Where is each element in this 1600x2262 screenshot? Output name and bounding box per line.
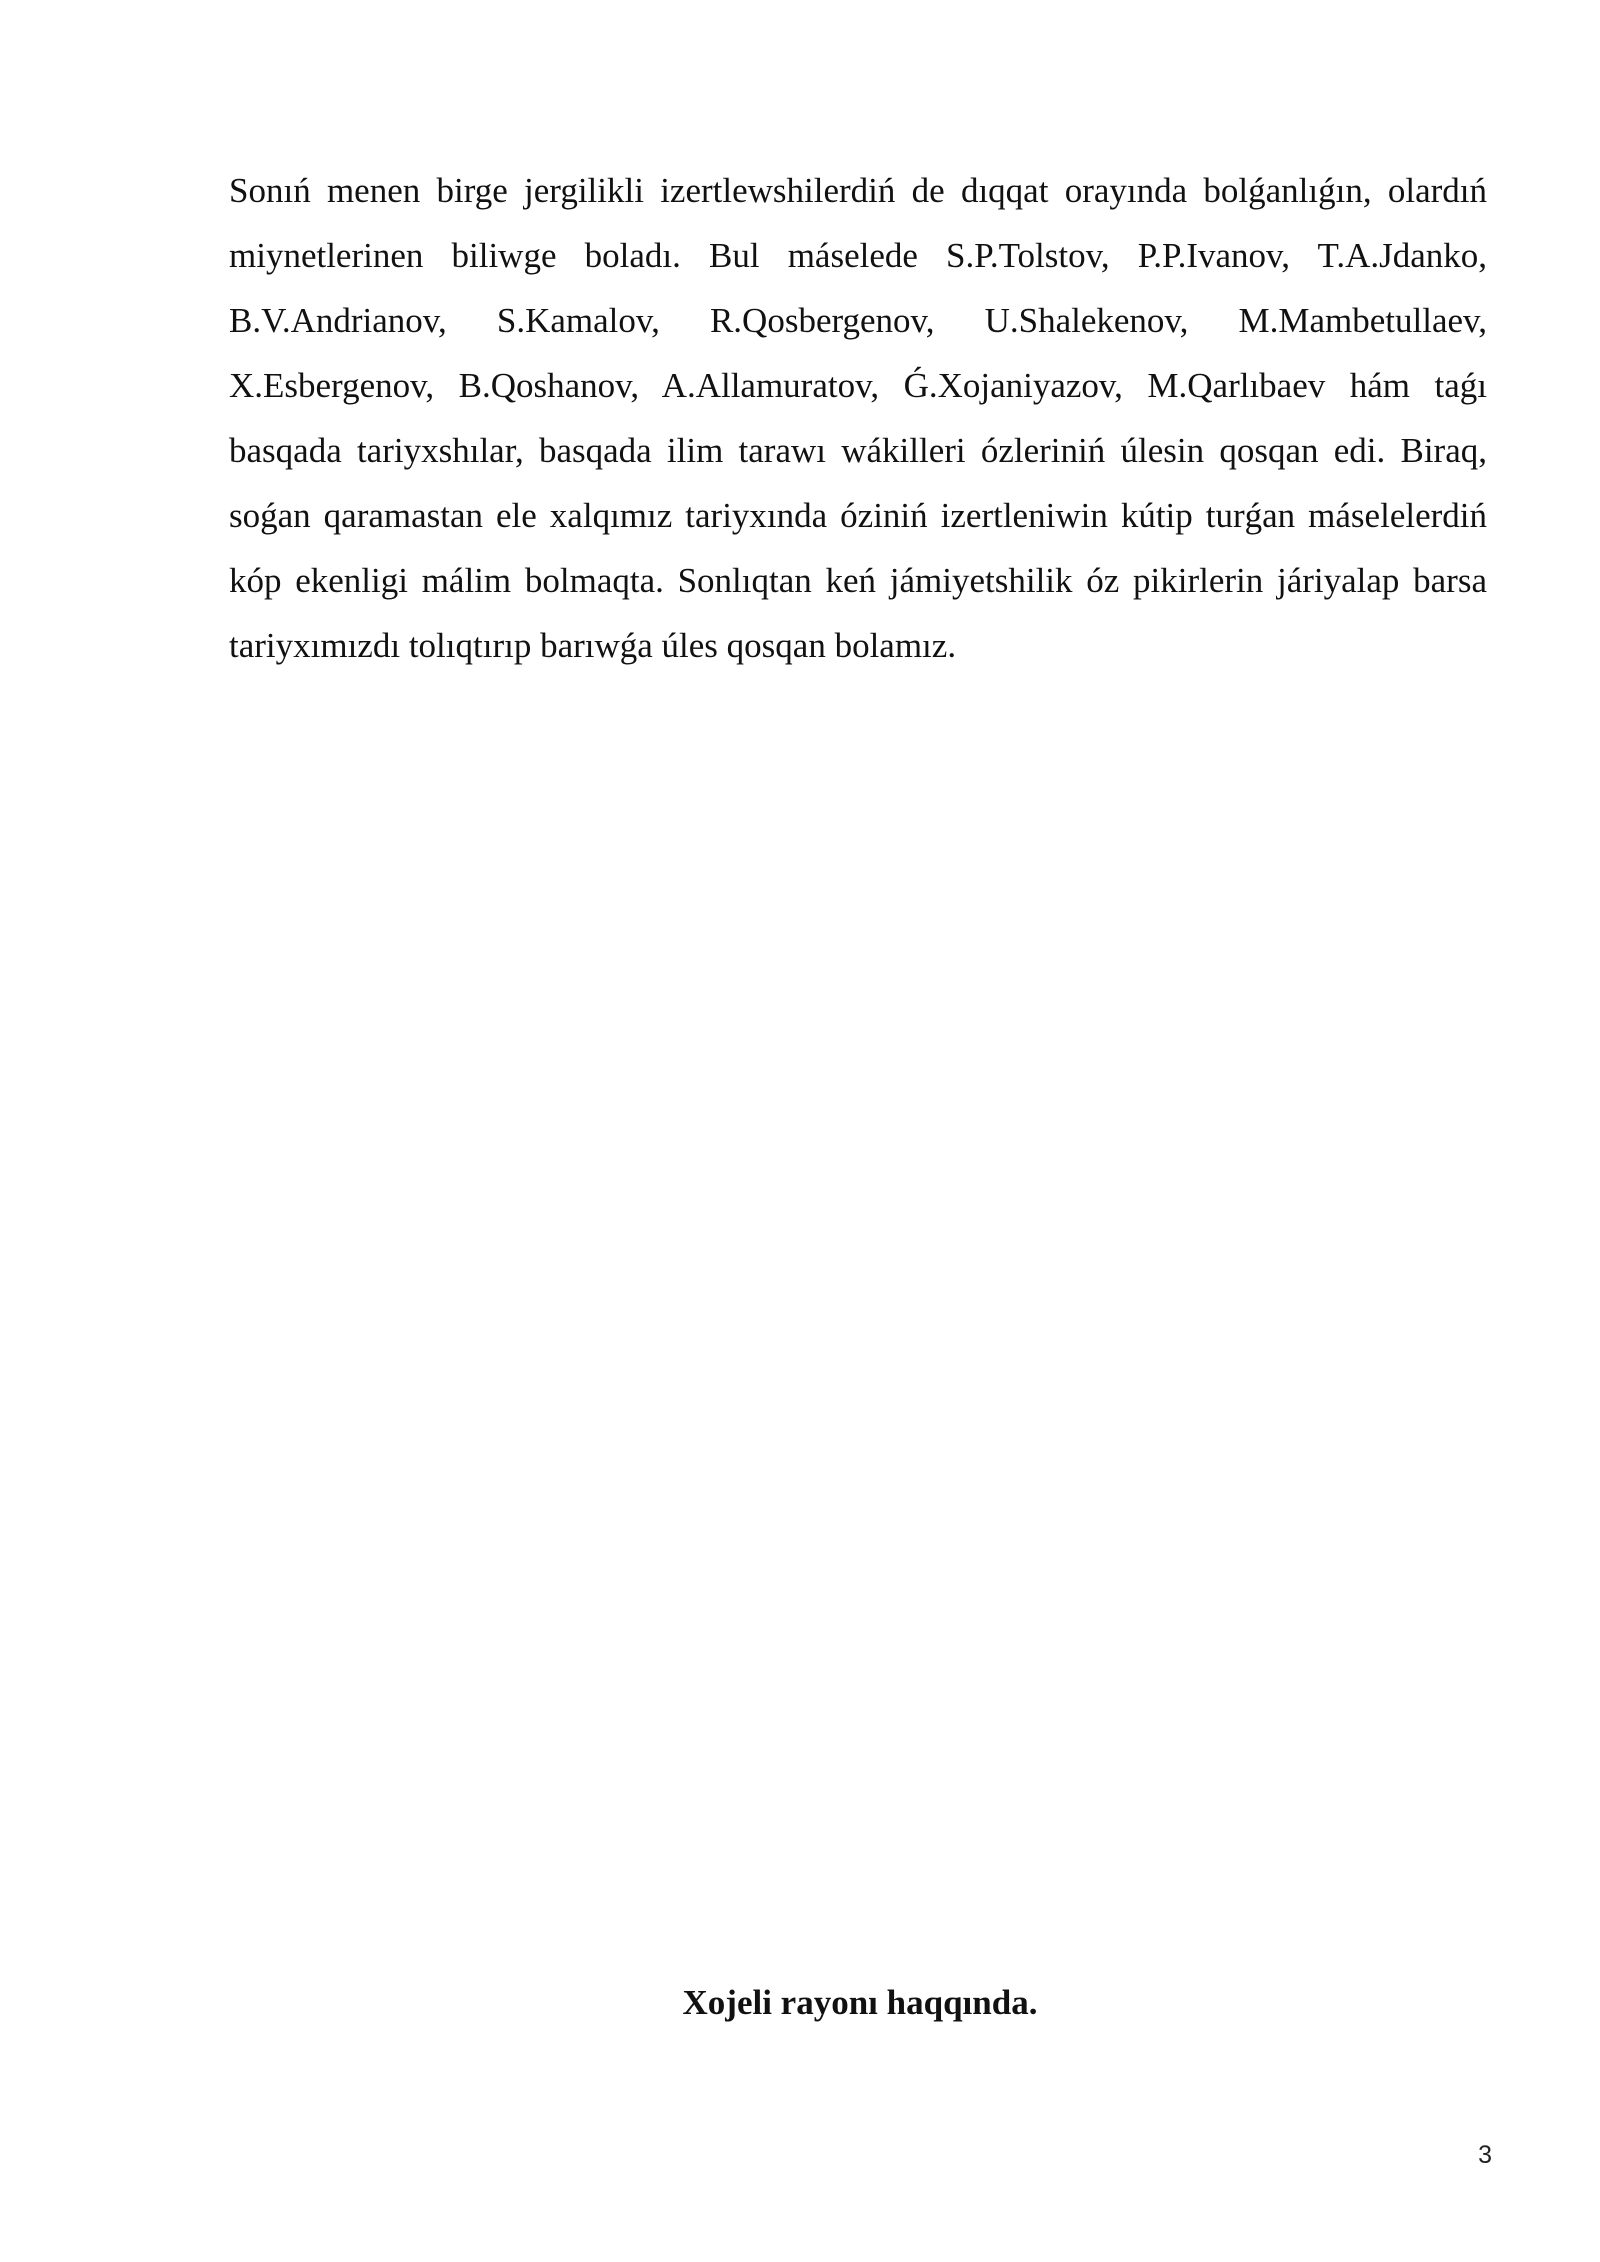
section-heading: Xojeli rayonı haqqında.: [682, 1983, 1038, 2022]
body-paragraph: Sonıń menen birge jergilikli izertlewshilerdiń de dıqqat orayında bolǵanlıǵın, olardıń miynetlerinen biliwge boladı. Bul máselede S.P.Tolstov, P.P.Ivanov, T.A.Jdanko, B.V.Andrianov, S.Kamalov, R.Qosbergenov, U.Shalekenov, M.Mambetullaev, X.Esbergenov, B.Qoshanov, A.Allamuratov, Ǵ.Xojaniyazov, M.Qarlıbaev hám taǵı basqada tariyxshılar, basqada ilim tarawı wákilleri ózleriniń úlesin qosqan edi. Biraq, soǵan qaramastan ele xalqımız tariyxında óziniń izertleniwin kútip turǵan máselelerdiń kóp ekenligi málim bolmaqta. Sonlıqtan keń jámiyetshilik óz pikirlerin járiyalap barsa tariyxımızdı tolıqtırıp barıwǵa úles qosqan bolamız.: [229, 171, 1487, 665]
page-number: 3: [1478, 2141, 1492, 2169]
